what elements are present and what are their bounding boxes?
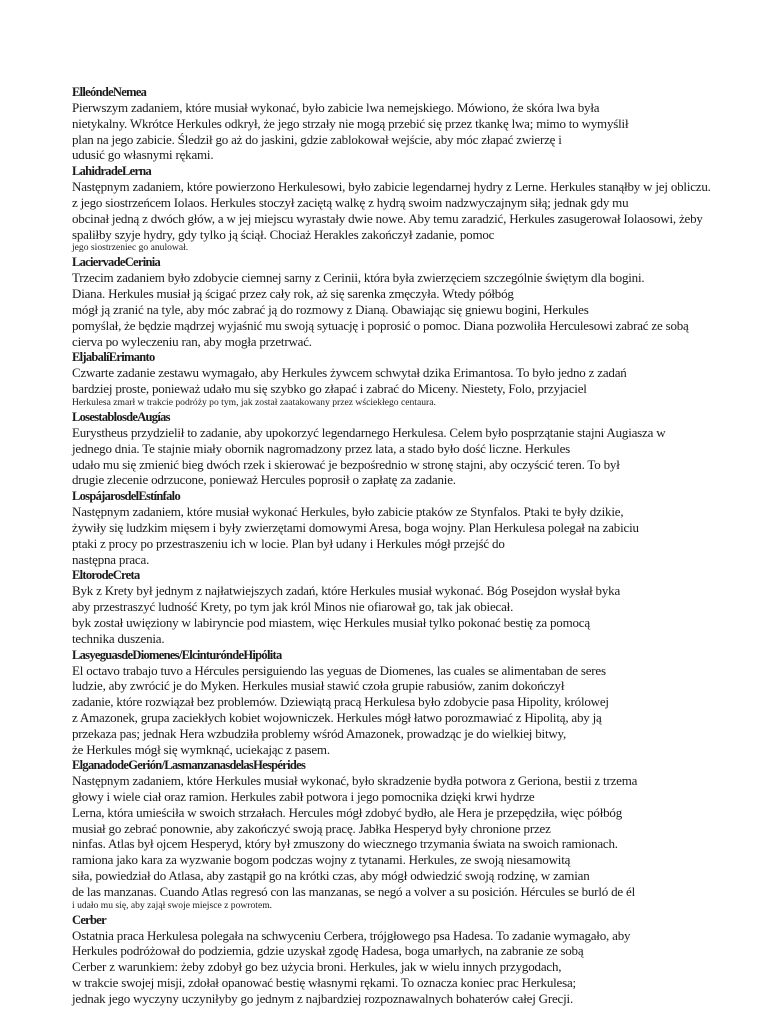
paragraph-line: żywiły się ludzkim mięsem i były zwierzętami domowymi Aresa, boga wojny. Plan Herkulesa polegał na zabiciu <box>72 519 639 535</box>
paragraph-line: w trakcie swojej misji, zdołał opanować bestię własnymi rękami. To oznacza koniec prac Herkulesa; <box>72 975 576 991</box>
paragraph-line: Następnym zadaniem, które powierzono Herkulesowi, było zabicie legendarnej hydry z Lerne. Herkules stanąłby w jej obliczu. <box>72 179 711 195</box>
section-heading: ElganadodeGerión/LasmanzanasdelasHespérides <box>72 758 306 773</box>
paragraph-line: de las manzanas. Cuando Atlas regresó con las manzanas, se negó a volver a su posición. Hércules se burló de él <box>72 883 635 899</box>
section-heading: EltorodeCreta <box>72 568 140 583</box>
paragraph-line: ludzie, aby zwrócić je do Myken. Herkules musiał stawić czoła grupie rabusiów, zanim dokończył <box>72 678 565 694</box>
paragraph-line: El octavo trabajo tuvo a Hércules persiguiendo las yeguas de Diomenes, las cuales se alimentaban de seres <box>72 662 606 678</box>
paragraph-line: następna praca. <box>72 551 150 567</box>
paragraph-line: że Herkules mógł się wymknąć, uciekając z pasem. <box>72 741 330 757</box>
document-page <box>72 84 744 1007</box>
paragraph-line: z Amazonek, grupa zaciekłych kobiet wojowniczek. Herkules mógł łatwo porozmawiać z Hipolitą, aby ją <box>72 709 602 725</box>
paragraph-line: pomyślał, że będzie mądrzej wyjaśnić mu swoją sytuację i poprosić o pomoc. Diana pozwoliła Herculesowi zabrać ze sobą <box>72 317 689 333</box>
paragraph-line: ramiona jako kara za wyzwanie bogom podczas wojny z tytanami. Herkules, ze swoją niesamowitą <box>72 852 571 868</box>
paragraph-line: mógł ją zranić na tyle, aby móc zabrać ją do rozmowy z Dianą. Obawiając się gniewu bogini, Herkules <box>72 301 589 317</box>
paragraph-line: z jego siostrzeńcem Iolaos. Herkules stoczył zaciętą walkę z hydrą swoim nadzwyczajnym siłą; jednak gdy mu <box>72 194 629 210</box>
paragraph-line: nietykalny. Wkrótce Herkules odkrył, że jego strzały nie mogą przebić się przez tkankę lwa; mimo to wymyślił <box>72 115 629 131</box>
paragraph-line: przekaza pas; jednak Hera wzbudziła problemy wśród Amazonek, prowadząc je do wielkiej bitwy, <box>72 725 567 741</box>
paragraph-line: ninfas. Atlas był ojcem Hesperyd, który był zmuszony do wiecznego trzymania świata na swoich ramionach. <box>72 836 618 852</box>
section-heading: LospájarosdelEstínfalo <box>72 489 181 504</box>
paragraph-line: musiał go zebrać ponownie, aby zakończyć swoją pracę. Jabłka Hesperyd były chronione przez <box>72 820 551 836</box>
paragraph-line: siła, powiedział do Atlasa, aby zastąpił go na krótki czas, aby mógł odwiedzić swoją rodzinę, w zamian <box>72 868 590 884</box>
paragraph-line: Herkules podróżował do podziemia, gdzie uzyskał zgodę Hadesa, boga umarłych, na zabranie ze sobą <box>72 943 584 959</box>
section-heading: LahidradeLerna <box>72 164 152 179</box>
paragraph-line: technika duszenia. <box>72 630 165 646</box>
paragraph-line: bardziej proste, ponieważ udało mu się szybko go złapać i zabrać do Miceny. Niestety, Folo, przyjaciel <box>72 381 587 397</box>
paragraph-line: Byk z Krety był jednym z najłatwiejszych zadań, które Herkules musiał wykonać. Bóg Posejdon wysłał byka <box>72 583 621 599</box>
paragraph-line: ptaki z procy po przestraszeniu ich w locie. Plan był udany i Herkules mógł przejść do <box>72 535 505 551</box>
section-heading: LosestablosdeAugías <box>72 409 170 424</box>
paragraph-line: zadanie, które rozwiązał bez problemów. Dziewiątą pracą Herkulesa było zdobycie pasa Hipolity, królowej <box>72 694 609 710</box>
paragraph-line: obcinał jedną z dwóch głów, a w jej miejscu wyrastały dwie nowe. Aby temu zaradzić, Herkules zasugerował Iolaosowi, żeby <box>72 210 703 226</box>
paragraph-line: jednak jego wyczyny uczyniłyby go jednym z najbardziej rozpoznawalnych bohaterów całej Grecji. <box>72 990 573 1006</box>
paragraph-line: drugie zlecenie odrzucone, ponieważ Hercules poprosił o zapłatę za zadanie. <box>72 472 456 488</box>
paragraph-line: Diana. Herkules musiał ją ścigać przez cały rok, aż się sarenka zmęczyła. Wtedy półbóg <box>72 286 514 302</box>
paragraph-line: Następnym zadaniem, które musiał wykonać Herkules, było zabicie ptaków ze Stynfalos. Ptaki te były dzikie, <box>72 504 624 520</box>
paragraph-line: cierva po wyleczeniu ran, aby mogła przetrwać. <box>72 333 312 349</box>
paragraph-line: jednego dnia. Te stajnie miały obornik nagromadzony przez lata, a stado było dość liczne. Herkules <box>72 440 571 456</box>
paragraph-line: Eurystheus przydzielił to zadanie, aby upokorzyć legendarnego Herkulesa. Celem było posprzątanie stajni Augiasza w <box>72 424 666 440</box>
section-heading: Cerber <box>72 912 106 927</box>
section-heading: LaciervadeCerinia <box>72 255 161 270</box>
paragraph-line: Ostatnia praca Herkulesa polegała na schwyceniu Cerbera, trójgłowego psa Hadesa. To zadanie wymagało, aby <box>72 927 631 943</box>
paragraph-line: Cerber z warunkiem: żeby zdobył go bez użycia broni. Herkules, jak w wielu innych przygodach, <box>72 959 562 975</box>
paragraph-line: Trzecim zadaniem było zdobycie ciemnej sarny z Cerinii, która była zwierzęciem szczególnie świętym dla bogini. <box>72 270 645 286</box>
paragraph-line: Czwarte zadanie zestawu wymagało, aby Herkules żywcem schwytał dzika Erimantosa. To było jedno z zadań <box>72 365 627 381</box>
paragraph-line: aby przestraszyć ludność Krety, po tym jak król Minos nie ofiarował go, tak jak obiecał. <box>72 599 514 615</box>
paragraph-line: i udało mu się, aby zajął swoje miejsce z powrotem. <box>72 899 273 911</box>
paragraph-line: udusić go własnymi rękami. <box>72 147 214 163</box>
section-heading: EljabalíErimanto <box>72 350 155 365</box>
section-heading: ElleóndeNemea <box>72 85 147 99</box>
section-heading: LasyeguasdeDiomenes/ElcinturóndeHipólita <box>72 647 282 662</box>
paragraph-line: udało mu się zmienić bieg dwóch rzek i skierować je bezpośrednio w stronę stajni, aby oczyścić teren. To był <box>72 456 620 472</box>
paragraph-line: Herkulesa zmarł w trakcie podróży po tym, jak został zaatakowany przez wściekłego centaura. <box>72 396 436 408</box>
paragraph-line: spaliłby szyje hydry, gdy tylko ją ściął. Chociaż Herakles zakończył zadanie, pomoc <box>72 226 495 242</box>
paragraph-line: jego siostrzeniec go anulował. <box>72 242 189 254</box>
paragraph-line: plan na jego zabicie. Śledził go aż do jaskini, gdzie zablokował wejście, aby móc złapać zwierzę i <box>72 131 562 147</box>
paragraph-line: byk został uwięziony w labiryncie pod miastem, więc Herkules musiał tylko pokonać bestię za pomocą <box>72 614 590 630</box>
paragraph-line: Pierwszym zadaniem, które musiał wykonać, było zabicie lwa nemejskiego. Mówiono, że skóra lwa była <box>72 100 600 115</box>
paragraph-line: Lerna, która umieściła w swoich strzałach. Hercules mógł zdobyć bydło, ale Hera je przepędziła, więc półbóg <box>72 804 623 820</box>
paragraph-line: głowy i wiele ciał oraz ramion. Herkules zabił potwora i jego pomocnika dzięki krwi hydrze <box>72 789 535 805</box>
paragraph-line: Następnym zadaniem, które Herkules musiał wykonać, było skradzenie bydła potwora z Geriona, bestii z trzema <box>72 773 638 789</box>
